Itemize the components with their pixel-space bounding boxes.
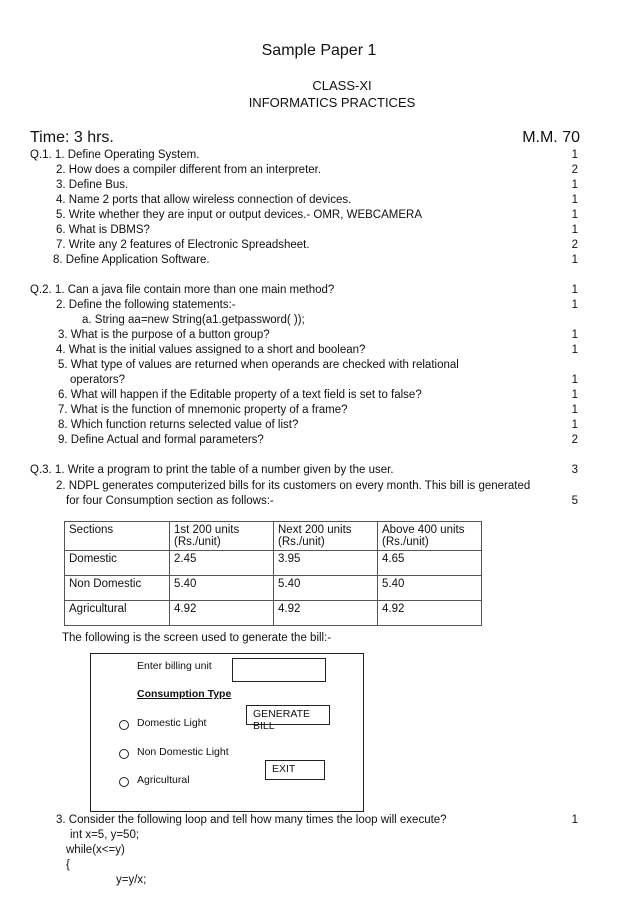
question-line: 2. Define the following statements:- 1 bbox=[56, 299, 578, 311]
table-header-cell: Above 400 units (Rs./unit) bbox=[378, 522, 482, 551]
consumption-type-heading: Consumption Type bbox=[137, 688, 232, 700]
subject-label: INFORMATICS PRACTICES bbox=[248, 95, 416, 110]
billing-unit-label: Enter billing unit bbox=[137, 660, 212, 672]
table-cell: 5.40 bbox=[378, 576, 482, 601]
tariff-table bbox=[64, 521, 482, 626]
table-cell: 5.40 bbox=[274, 576, 378, 601]
question-line: 6. What is DBMS? 1 bbox=[56, 224, 578, 236]
question-line: 9. Define Actual and formal parameters? 2 bbox=[58, 434, 578, 446]
class-label: CLASS-XI bbox=[312, 78, 372, 93]
table-row bbox=[65, 601, 482, 626]
code-line: y=y/x; bbox=[116, 874, 147, 886]
table-cell: 4.92 bbox=[274, 601, 378, 626]
table-cell: 5.40 bbox=[170, 576, 274, 601]
radio-domestic-light[interactable] bbox=[119, 720, 129, 730]
code-line: { bbox=[66, 859, 70, 871]
paper-title: Sample Paper 1 bbox=[261, 42, 377, 59]
billing-unit-input[interactable] bbox=[232, 658, 326, 682]
question-line: 2. How does a compiler different from an interpreter. 2 bbox=[56, 164, 578, 176]
table-row bbox=[65, 576, 482, 601]
question-line: operators? 1 bbox=[70, 374, 578, 386]
question-line: Q.2. 1. Can a java file contain more than one main method? 1 bbox=[30, 284, 578, 296]
screen-intro: The following is the screen used to generate the bill:- bbox=[62, 632, 332, 644]
table-header-cell: 1st 200 units (Rs./unit) bbox=[170, 522, 274, 551]
generate-bill-button[interactable]: GENERATE BILL bbox=[246, 705, 330, 725]
question-line: 8. Which function returns selected value of list? 1 bbox=[58, 419, 578, 431]
question-line: 3. Define Bus. 1 bbox=[56, 179, 578, 191]
question-line: 4. What is the initial values assigned to a short and boolean? 1 bbox=[56, 344, 578, 356]
question-line: 3. What is the purpose of a button group? 1 bbox=[58, 329, 578, 341]
table-cell: Domestic bbox=[65, 551, 170, 576]
time-label: Time: 3 hrs. bbox=[30, 129, 114, 146]
table-header-cell: Sections bbox=[65, 522, 170, 551]
question-line: 3. Consider the following loop and tell how many times the loop will execute? 1 bbox=[56, 814, 578, 826]
table-cell: 2.45 bbox=[170, 551, 274, 576]
billing-form-mockup bbox=[90, 653, 364, 812]
code-line: int x=5, y=50; bbox=[70, 829, 140, 841]
table-header-cell: Next 200 units (Rs./unit) bbox=[274, 522, 378, 551]
question-line: 7. Write any 2 features of Electronic Spreadsheet. 2 bbox=[56, 239, 578, 251]
question-line: 4. Name 2 ports that allow wireless connection of devices. 1 bbox=[56, 194, 578, 206]
question-line: 8. Define Application Software. 1 bbox=[53, 254, 578, 266]
question-line: a. String aa=new String(a1.getpassword( )); bbox=[82, 314, 305, 326]
question-line: Q.3. 1. Write a program to print the table of a number given by the user. 3 bbox=[30, 464, 578, 476]
question-line: 2. NDPL generates computerized bills for its customers on every month. This bill is generated bbox=[56, 480, 531, 492]
table-cell: 3.95 bbox=[274, 551, 378, 576]
table-cell: 4.92 bbox=[378, 601, 482, 626]
table-cell: 4.65 bbox=[378, 551, 482, 576]
question-line: 5. What type of values are returned when operands are checked with relational bbox=[58, 359, 459, 371]
radio-non-domestic-light[interactable] bbox=[119, 749, 129, 759]
table-cell: 4.92 bbox=[170, 601, 274, 626]
exit-button[interactable]: EXIT bbox=[265, 760, 325, 780]
table-header-row bbox=[65, 522, 482, 551]
max-marks-label: M.M. 70 bbox=[522, 129, 580, 146]
radio-agricultural[interactable] bbox=[119, 777, 129, 787]
question-line: 7. What is the function of mnemonic property of a frame? 1 bbox=[58, 404, 578, 416]
radio-label: Agricultural bbox=[137, 774, 190, 786]
question-line: Q.1. 1. Define Operating System. 1 bbox=[30, 149, 578, 161]
question-line: 6. What will happen if the Editable property of a text field is set to false? 1 bbox=[58, 389, 578, 401]
table-row bbox=[65, 551, 482, 576]
table-cell: Non Domestic bbox=[65, 576, 170, 601]
radio-label: Non Domestic Light bbox=[137, 746, 229, 758]
radio-label: Domestic Light bbox=[137, 717, 207, 729]
code-line: while(x<=y) bbox=[66, 844, 125, 856]
question-line: for four Consumption section as follows:- 5 bbox=[66, 495, 578, 507]
question-line: 5. Write whether they are input or output devices.- OMR, WEBCAMERA 1 bbox=[56, 209, 578, 221]
table-cell: Agricultural bbox=[65, 601, 170, 626]
